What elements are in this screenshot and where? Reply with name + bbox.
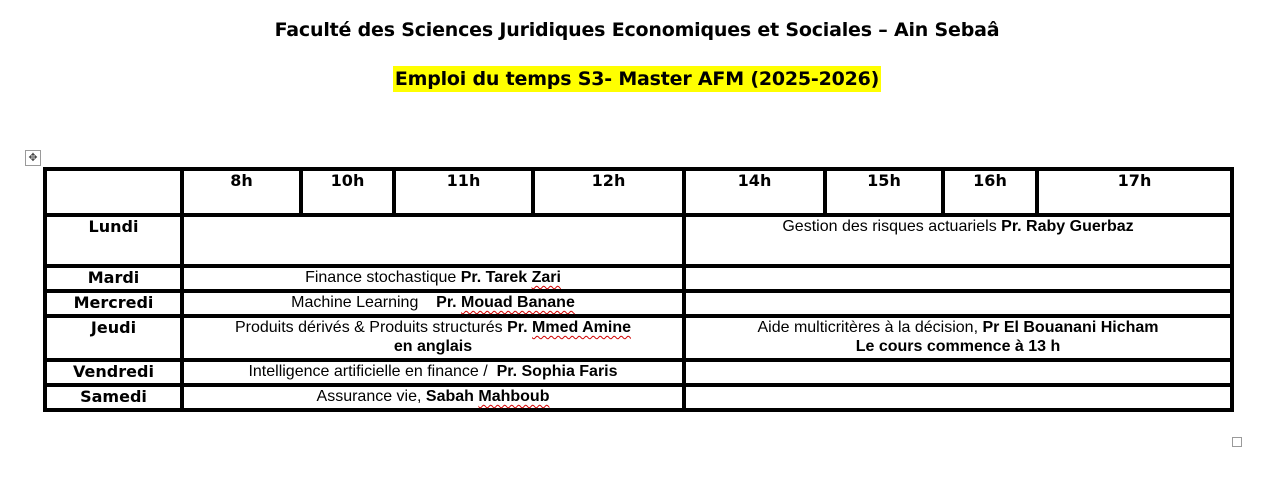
table-row-samedi bbox=[45, 385, 1232, 410]
course-name: Assurance vie, bbox=[316, 388, 422, 405]
time-header: 12h bbox=[533, 169, 684, 215]
afternoon-cell-empty bbox=[684, 291, 1232, 316]
teacher-title: Pr. bbox=[507, 319, 533, 336]
teacher-name bbox=[436, 294, 575, 311]
schedule-title-text: Emploi du temps S3- Master AFM (2025-2026) bbox=[394, 68, 880, 90]
course-name: Machine Learning bbox=[291, 294, 419, 311]
table-row-mercredi bbox=[45, 291, 1232, 316]
afternoon-cell-empty bbox=[684, 266, 1232, 291]
morning-cell bbox=[182, 360, 684, 385]
time-header: 8h bbox=[182, 169, 301, 215]
faculty-name: Faculté des Sciences Juridiques Economiques et Sociales – Ain Sebaâ bbox=[274, 19, 1000, 41]
teacher-name: Pr. Sophia Faris bbox=[496, 363, 618, 380]
course-note: Le cours commence à 13 h bbox=[855, 338, 1061, 355]
schedule-title bbox=[0, 68, 1274, 90]
afternoon-cell bbox=[684, 316, 1232, 360]
timetable bbox=[43, 167, 1234, 412]
afternoon-cell-empty bbox=[684, 385, 1232, 410]
time-header: 15h bbox=[825, 169, 943, 215]
teacher-name bbox=[507, 319, 631, 336]
teacher-name bbox=[461, 269, 561, 286]
table-row-mardi bbox=[45, 266, 1232, 291]
course-name: Gestion des risques actuariels bbox=[782, 218, 997, 235]
teacher-surname: Mmed Amine bbox=[532, 319, 631, 336]
teacher-title: Pr. Tarek bbox=[460, 269, 532, 286]
table-row-lundi bbox=[45, 215, 1232, 266]
afternoon-cell-empty bbox=[684, 360, 1232, 385]
course-name: Intelligence artificielle en finance / bbox=[248, 363, 488, 380]
day-label: Lundi bbox=[45, 215, 182, 266]
time-header: 11h bbox=[394, 169, 533, 215]
morning-cell bbox=[182, 385, 684, 410]
teacher-name: Pr. Raby Guerbaz bbox=[1001, 218, 1134, 235]
course-name: Aide multicritères à la décision, bbox=[757, 319, 979, 336]
table-row-vendredi bbox=[45, 360, 1232, 385]
teacher-surname: Zari bbox=[531, 269, 561, 286]
resize-handle-icon[interactable] bbox=[1232, 437, 1242, 447]
day-label: Jeudi bbox=[45, 316, 182, 360]
time-header: 14h bbox=[684, 169, 825, 215]
afternoon-cell bbox=[684, 215, 1232, 266]
corner-cell bbox=[45, 169, 182, 215]
morning-cell bbox=[182, 266, 684, 291]
morning-cell bbox=[182, 316, 684, 360]
day-label: Mardi bbox=[45, 266, 182, 291]
day-label: Mercredi bbox=[45, 291, 182, 316]
course-name: Finance stochastique bbox=[305, 269, 457, 286]
move-arrows-icon[interactable]: ✥ bbox=[25, 150, 41, 166]
day-label: Vendredi bbox=[45, 360, 182, 385]
morning-cell-empty bbox=[182, 215, 684, 266]
teacher-surname: Mahboub bbox=[478, 388, 550, 405]
teacher-firstname: Sabah bbox=[425, 388, 479, 405]
course-name: Produits dérivés & Produits structurés bbox=[234, 319, 503, 336]
time-header: 10h bbox=[301, 169, 394, 215]
course-note: en anglais bbox=[393, 338, 473, 355]
teacher-name bbox=[426, 388, 550, 405]
table-row-jeudi bbox=[45, 316, 1232, 360]
teacher-title: Pr. bbox=[436, 294, 462, 311]
teacher-name: Pr El Bouanani Hicham bbox=[982, 319, 1159, 336]
day-label: Samedi bbox=[45, 385, 182, 410]
header-row bbox=[45, 169, 1232, 215]
time-header: 17h bbox=[1037, 169, 1232, 215]
teacher-surname: Mouad Banane bbox=[461, 294, 575, 311]
time-header: 16h bbox=[943, 169, 1037, 215]
morning-cell bbox=[182, 291, 684, 316]
